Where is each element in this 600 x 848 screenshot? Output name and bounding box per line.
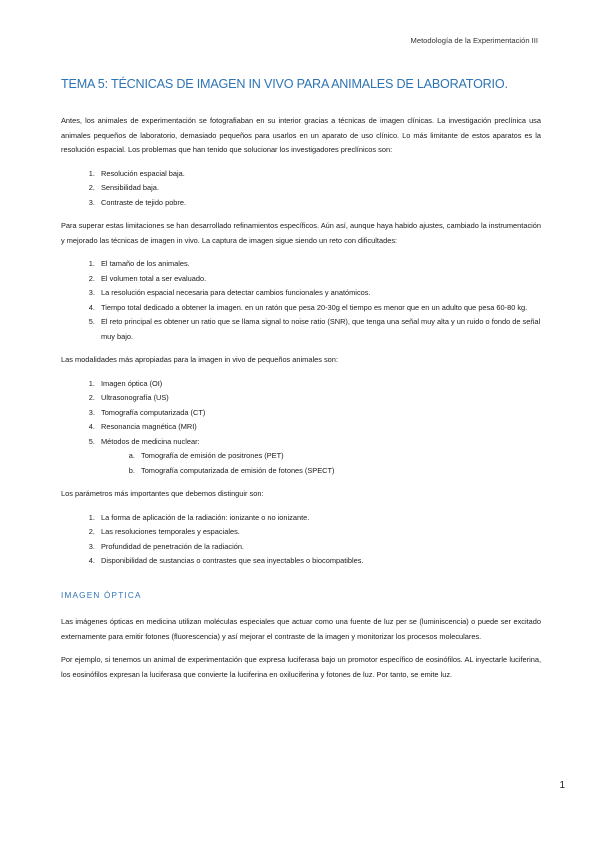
list-item: 1. El tamaño de los animales. [97,257,541,272]
list-item-text: Métodos de medicina nuclear: [101,436,200,446]
running-header: Metodología de la Experimentación III [410,36,538,45]
optical-paragraph-1: Las imágenes ópticas en medicina utilizan moléculas especiales que actuar como una fuente de luz per se (luminiscencia) o puede ser excitado externamente para emitir fotones (fluorescencia) y así mejorar el contraste de la imagen y monitorizar los procesos moleculares. [61,617,541,641]
limitations-paragraph: Para superar estas limitaciones se han desarrollado refinamientos específicos. Aún así, aunque haya habido ajustes, cambiado la instrumentación y mejorado las técnicas de imagen in vivo. La captura de imagen sigue siendo un reto con dificultades: [61,221,541,245]
limitations-list [61,257,541,344]
list-item: 1. Resolución espacial baja. [97,167,541,182]
list-item: 2. El volumen total a ser evaluado. [97,272,541,287]
sub-list-item: b. Tomografía computarizada de emisión de fotones (SPECT) [137,464,541,479]
intro-paragraph: Antes, los animales de experimentación se fotografiaban en su interior gracias a técnicas de imagen clínicas. La investigación preclínica usa animales pequeños de laboratorio, demasiado pequeños para usarlos en un aparato de uso clínico. Lo más limitante de estos aparatos es la resolución espacial. Los problemas que han tenido que solucionar los investigadores preclínicos son: [61,116,541,154]
document-body [61,114,541,691]
intro-list [61,167,541,211]
list-item: 3. La resolución espacial necesaria para detectar cambios funcionales y anatómicos. [97,286,541,301]
list-item: 2. Las resoluciones temporales y espaciales. [97,525,541,540]
list-item: 4. Resonancia magnética (MRI) [97,420,541,435]
list-item: 2. Ultrasonografía (US) [97,391,541,406]
list-item: 3. Contraste de tejido pobre. [97,196,541,211]
list-item: 3. Tomografía computarizada (CT) [97,406,541,421]
modalities-paragraph: Las modalidades más apropiadas para la imagen in vivo de pequeños animales son: [61,355,338,364]
list-item: 5. El reto principal es obtener un ratio que se llama signal to noise ratio (SNR), que tenga una señal muy alta y un ruido o fondo de señal muy bajo. [97,315,541,344]
list-item: 1. Imagen óptica (OI) [97,377,541,392]
optical-paragraph-2: Por ejemplo, si tenemos un animal de experimentación que expresa luciferasa bajo un promotor específico de eosinófilos. AL inyectarle luciferina, los eosinófilos expresan la luciferasa que convierte la luciferina en oxiluciferina y fotones de luz. Por tanto, se emite luz. [61,655,541,679]
nuclear-methods-list [101,449,541,478]
modalities-list [61,377,541,479]
sub-list-item: a. Tomografía de emisión de positrones (PET) [137,449,541,464]
page-number: 1 [559,780,565,791]
list-item: 2. Sensibilidad baja. [97,181,541,196]
parameters-paragraph: Los parámetros más importantes que debemos distinguir son: [61,489,264,498]
list-item: 4. Tiempo total dedicado a obtener la imagen. en un ratón que pesa 20-30g el tiempo es menor que en un adulto que pesa 60-80 kg. [97,301,541,316]
list-item: 4. Disponibilidad de sustancias o contrastes que sea inyectables o biocompatibles. [97,554,541,569]
list-item [97,435,541,479]
page-title: TEMA 5: TÉCNICAS DE IMAGEN IN VIVO PARA ANIMALES DE LABORATORIO. [61,77,508,91]
list-item: 1. La forma de aplicación de la radiación: ionizante o no ionizante. [97,511,541,526]
section-heading-optical: IMAGEN ÓPTICA [61,590,142,600]
list-item: 3. Profundidad de penetración de la radiación. [97,540,541,555]
parameters-list [61,511,541,569]
